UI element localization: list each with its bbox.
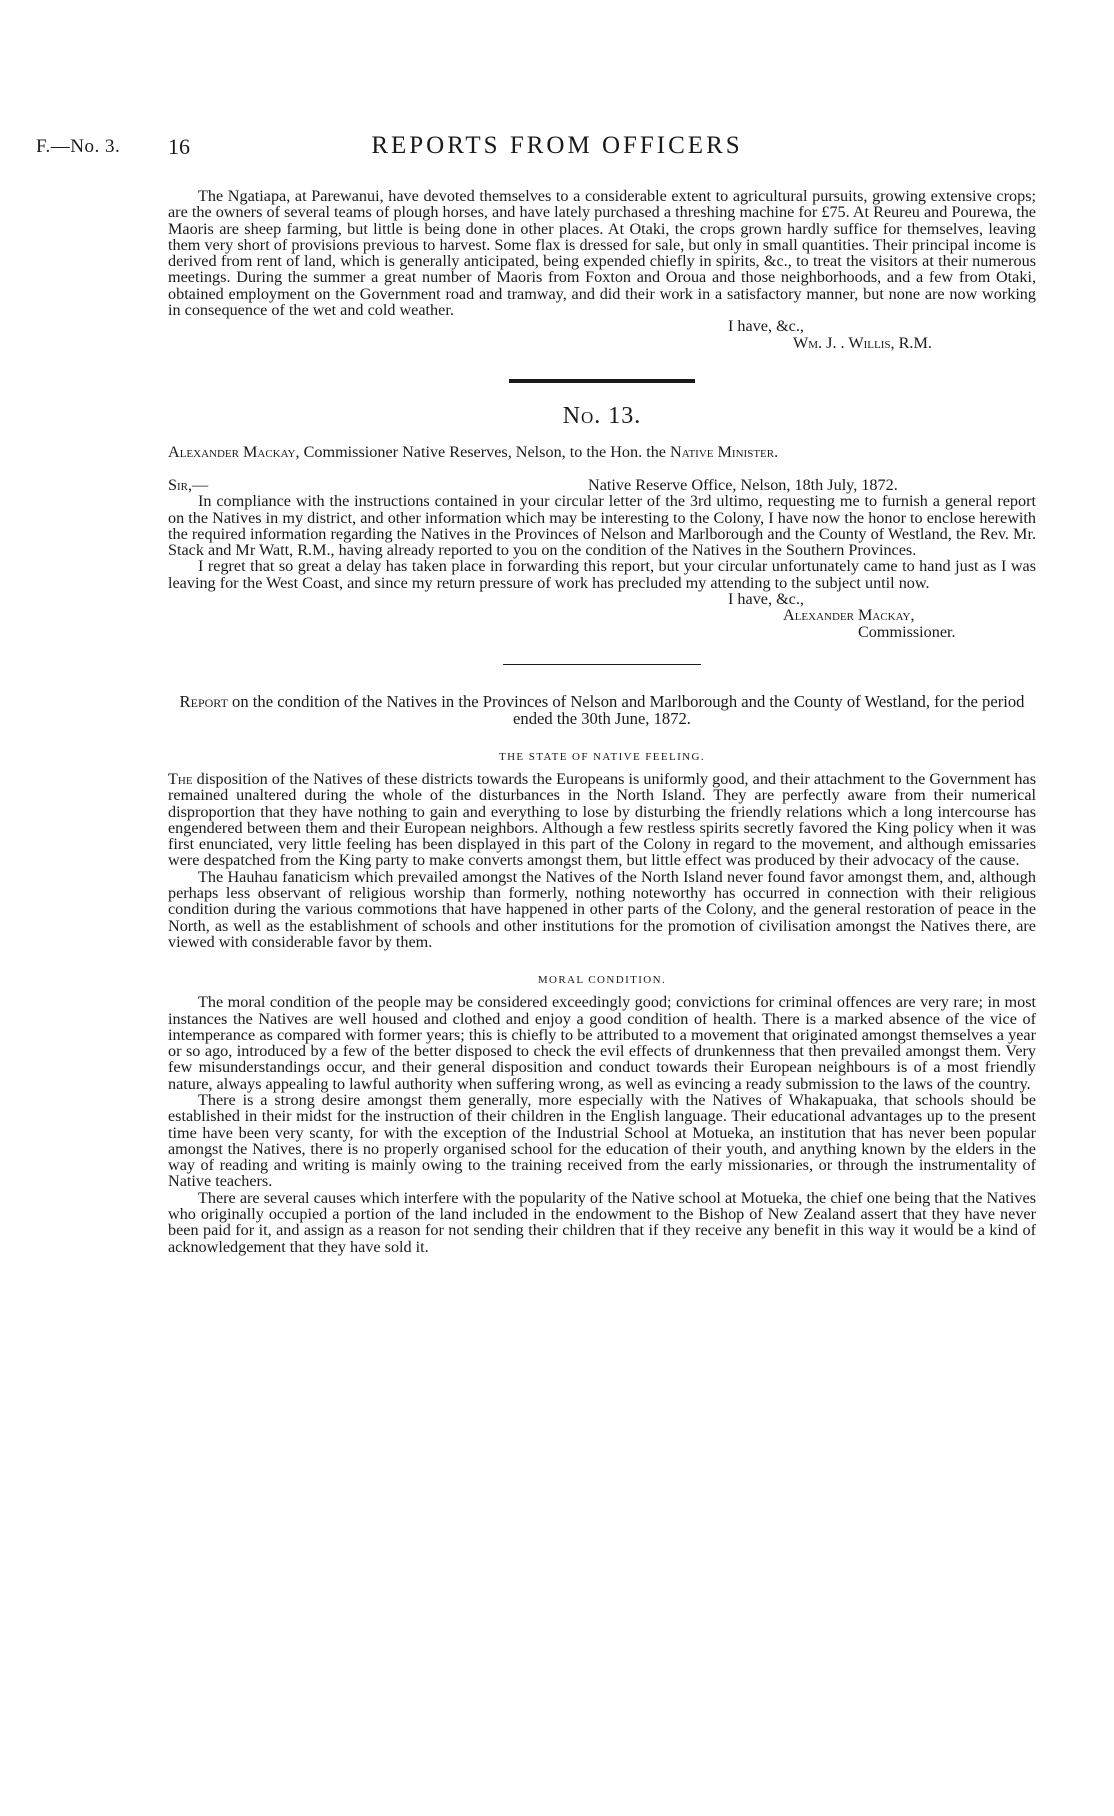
letter-paragraph-1: In compliance with the instructions contained in your circular letter of the 3rd ultimo, requesting me to furnish a general report on the Natives in my district, and other information which may be interesting to the Colony, I have now the honor to enclose herewith the required information regarding the Natives in the Provinces of Nelson and Marlborough and the County of Westland, the Rev. Mr. Stack and Mr Watt, R.M., having already reported to you on the condition of the Natives in the Southern Provinces.	[168, 492, 1036, 560]
running-title: REPORTS FROM OFFICERS	[371, 132, 743, 159]
report-title	[168, 693, 1036, 727]
section-heading-native-feeling: THE STATE OF NATIVE FEELING.	[498, 750, 706, 763]
salutation: Sir,—	[168, 476, 209, 495]
willis-signature: Wm. J. . Willis, R.M.	[793, 333, 932, 352]
willis-closing: I have, &c.,	[728, 317, 804, 336]
page-number: 16	[168, 134, 190, 159]
addressee-line	[168, 444, 1036, 460]
moral-paragraph-1: The moral condition of the people may be considered exceedingly good; convictions for criminal offences are very rare; in most instances the Natives are well housed and clothed and enjoy a good condition of health. There is a marked absence of the vice of intemperance as compared with former years; this is chiefly to be attributed to a movement that originated amongst themselves a year or so ago, introduced by a few of the better disposed to check the evil effects of drunkenness that then prevailed amongst them. Very few misunderstandings occur, and their general disposition and conduct towards their European neighbours is of a most friendly nature, always appealing to lawful authority when suffering wrong, as well as evincing a ready submission to the laws of the country.	[168, 993, 1036, 1093]
salutation-row	[168, 476, 1036, 493]
recipient-title: Native Minister.	[670, 442, 779, 461]
native-feeling-paragraph-1	[168, 771, 1036, 869]
header-reference: F.—No. 3.	[36, 136, 121, 157]
short-divider	[503, 664, 701, 665]
report-title-rest: on the condition of the Natives in the Provinces of Nelson and Marlborough and the County of Westland, for the period ended the 30th June, 1872.	[227, 691, 1025, 728]
paragraph-rest: disposition of the Natives of these districts towards the Europeans is uniformly good, and their attachment to the Government has remained unaltered during the whole of the disturbances in the North Island. They are perfectly aware from their numerical disproportion that they have nothing to gain and everything to lose by disturbing the friendly relations which a long intercourse has engendered between them and their European neighbors. Although a few restless spirits secretly favored the King policy when it was first enunciated, very little feeling has been displayed in this part of the Colony in regard to the movement, and although emissaries were despatched from the King party to make converts amongst them, but little effect was produced by their advocacy of the cause.	[168, 769, 1036, 870]
willis-paragraph: The Ngatiapa, at Parewanui, have devoted themselves to a considerable extent to agricultural pursuits, growing extensive crops; are the owners of several teams of plough horses, and have lately purchased a threshing machine for £75. At Reureu and Pourewa, the Maoris are sheep farming, but little is being done in other places. At Otaki, the crops grown hardly suffice for themselves, leaving them very short of provisions previous to harvest. Some flax is dressed for sale, but only in small quantities. Their principal income is derived from rent of land, which is generally anticipated, being expended chiefly in spirits, &c., to treat the visitors at their numerous meetings. During the summer a great number of Maoris from Foxton and Oroua and those neighborhoods, and a few from Otaki, obtained employment on the Government road and tramway, and did their work in a satisfactory manner, but none are now working in consequence of the wet and cold weather.	[168, 187, 1036, 320]
native-feeling-paragraph-2: The Hauhau fanaticism which prevailed amongst the Natives of the North Island never found favor amongst them, and, although perhaps less observant of religious worship than formerly, nothing noteworthy has occurred in connection with their religious condition during the various commotions that have happened in other parts of the Colony, and the general restoration of peace in the North, as well as the establishment of schools and other institutions for the promotion of civilisation amongst the Natives there, are viewed with considerable favor by them.	[168, 867, 1036, 951]
sender-name: Alexander Mackay	[168, 442, 296, 461]
paragraph-lead: The	[168, 769, 193, 788]
report-title-lead: Report	[179, 691, 228, 711]
document-number-heading: No. 13.	[562, 402, 642, 429]
sender-description: , Commissioner Native Reserves, Nelson, to the Hon. the	[295, 442, 671, 461]
moral-paragraph-2: There is a strong desire amongst them generally, more especially with the Natives of Whakapuaka, that schools should be established in their midst for the instruction of their children in the English language. Their educational advantages up to the present time have been very scanty, for with the exception of the Industrial School at Motueka, an institution that has never been popular amongst the Natives, there is no properly organised school for the education of their youth, and anything known by the elders in the way of reading and writing is mainly owing to the training received from the early missionaries, or through the instrumentality of Native teachers.	[168, 1090, 1036, 1191]
page-header	[0, 132, 1114, 162]
mackay-signature: Alexander Mackay,	[783, 606, 915, 625]
section-divider	[509, 379, 695, 383]
place-date: Native Reserve Office, Nelson, 18th July, 1872.	[588, 476, 898, 495]
section-heading-moral-condition: MORAL CONDITION.	[537, 974, 667, 987]
mackay-signature-title: Commissioner.	[858, 622, 956, 641]
moral-paragraph-3: There are several causes which interfere with the popularity of the Native school at Motueka, the chief one being that the Natives who originally occupied a portion of the land included in the endowment to the Bishop of New Zealand assert that they have never been paid for it, and assign as a reason for not sending their children that if they receive any benefit in this way it would be a kind of acknowledgement that they have sold it.	[168, 1188, 1036, 1256]
letter-paragraph-2: I regret that so great a delay has taken place in forwarding this report, but your circular unfortunately came to hand just as I was leaving for the West Coast, and since my return pressure of work has precluded my attending to the subject until now.	[168, 557, 1036, 592]
mackay-closing: I have, &c.,	[728, 590, 804, 609]
page-body	[168, 188, 1036, 1255]
